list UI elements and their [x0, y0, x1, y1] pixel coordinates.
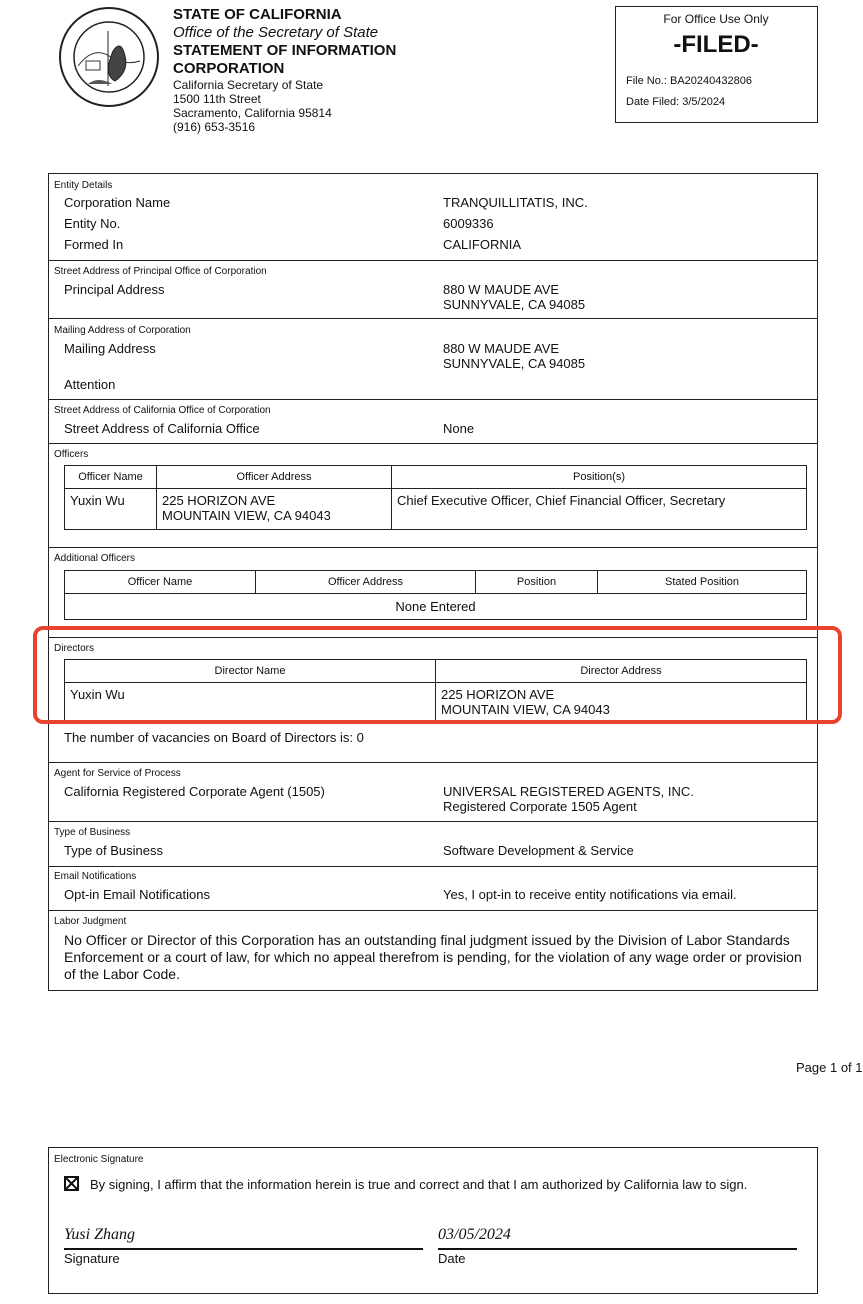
additional-header-name: Officer Name [64, 570, 256, 594]
page-number: Page 1 of 1 [796, 1060, 863, 1075]
corp-name: TRANQUILLITATIS, INC. [443, 195, 588, 210]
agent-name: UNIVERSAL REGISTERED AGENTS, INC. [443, 784, 694, 799]
section-directors: Directors [54, 643, 95, 654]
officers-header-name: Officer Name [64, 465, 157, 489]
section-principal: Street Address of Principal Office of Corporation [54, 266, 267, 277]
office-use-box [615, 6, 818, 123]
section-ca-office: Street Address of California Office of Corporation [54, 405, 271, 416]
officer-address [156, 488, 392, 530]
date-line [438, 1248, 797, 1250]
state-seal [58, 6, 160, 111]
section-agent: Agent for Service of Process [54, 768, 181, 779]
sos-address-line2: 1500 11th Street [173, 92, 261, 106]
director-address-line2: MOUNTAIN VIEW, CA 94043 [441, 702, 610, 717]
checked-box-icon [64, 1176, 79, 1191]
mailing-line2: SUNNYVALE, CA 94085 [443, 356, 586, 371]
section-email: Email Notifications [54, 871, 137, 882]
agent-type: Registered Corporate 1505 Agent [443, 799, 637, 814]
business-value: Software Development & Service [443, 843, 634, 858]
signature-line [64, 1248, 423, 1250]
director-vacancies: The number of vacancies on Board of Directors is: 0 [64, 730, 364, 745]
officer-address-line2: MOUNTAIN VIEW, CA 94043 [162, 508, 331, 523]
additional-header-stated: Stated Position [597, 570, 807, 594]
signature-date: 03/05/2024 [438, 1226, 511, 1243]
additional-header-position: Position [475, 570, 598, 594]
entity-no-label: Entity No. [64, 216, 121, 231]
sos-address-line1: California Secretary of State [173, 78, 324, 92]
document-title: STATEMENT OF INFORMATION [173, 42, 397, 59]
signature-label: Signature [64, 1251, 120, 1266]
officer-address-line1: 225 HORIZON AVE [162, 493, 276, 508]
mailing-line1: 880 W MAUDE AVE [443, 341, 560, 356]
affirm-text: By signing, I affirm that the information herein is true and correct and that I am authorized by California law to sign. [90, 1177, 748, 1192]
section-business: Type of Business [54, 827, 131, 838]
mailing-label: Mailing Address [64, 341, 156, 356]
officers-header-address: Officer Address [156, 465, 392, 489]
formed-in-label: Formed In [64, 237, 124, 252]
directors-highlight [33, 626, 842, 724]
email-value: Yes, I opt-in to receive entity notifications via email. [443, 887, 737, 902]
entity-no: 6009336 [443, 216, 494, 231]
section-additional-officers: Additional Officers [54, 553, 135, 564]
signature-box [48, 1147, 818, 1294]
state-name: STATE OF CALIFORNIA [173, 6, 342, 23]
ca-office-value: None [443, 421, 475, 436]
office-use-title: For Office Use Only [663, 12, 769, 26]
date-label: Date [438, 1251, 466, 1266]
sos-address-line3: Sacramento, California 95814 [173, 106, 332, 120]
office-name: Office of the Secretary of State [173, 24, 379, 41]
section-labor: Labor Judgment [54, 916, 127, 927]
officers-header-positions: Position(s) [391, 465, 807, 489]
email-label: Opt-in Email Notifications [64, 887, 210, 902]
directors-header-address: Director Address [435, 659, 807, 683]
ca-office-label: Street Address of California Office [64, 421, 260, 436]
file-number: File No.: BA20240432806 [626, 75, 752, 87]
additional-header-address: Officer Address [255, 570, 476, 594]
principal-line2: SUNNYVALE, CA 94085 [443, 297, 586, 312]
principal-label: Principal Address [64, 282, 165, 297]
additional-none-entered: None Entered [64, 593, 807, 620]
officer-name: Yuxin Wu [64, 488, 157, 530]
labor-text: No Officer or Director of this Corporation has an outstanding final judgment issued by the Division of Labor Standards Enforcement or a court of law, for which no appeal therefrom is pending, for the violation of any wage order or provision of the Labor Code. [64, 932, 802, 982]
filed-status: -FILED- [673, 31, 759, 58]
agent-label: California Registered Corporate Agent (1505) [64, 784, 325, 799]
attention-label: Attention [64, 377, 116, 392]
director-address-line1: 225 HORIZON AVE [441, 687, 555, 702]
section-officers: Officers [54, 449, 89, 460]
principal-line1: 880 W MAUDE AVE [443, 282, 560, 297]
business-label: Type of Business [64, 843, 163, 858]
directors-header-name: Director Name [64, 659, 436, 683]
section-signature: Electronic Signature [54, 1154, 144, 1165]
officer-positions: Chief Executive Officer, Chief Financial Officer, Secretary [391, 488, 807, 530]
date-filed: Date Filed: 3/5/2024 [626, 96, 726, 108]
section-mailing: Mailing Address of Corporation [54, 325, 191, 336]
signer-name: Yusi Zhang [64, 1226, 135, 1243]
sos-phone: (916) 653-3516 [173, 120, 256, 134]
corp-name-label: Corporation Name [64, 195, 171, 210]
document-subtitle: CORPORATION [173, 60, 285, 77]
director-name: Yuxin Wu [64, 682, 436, 721]
formed-in: CALIFORNIA [443, 237, 522, 252]
section-entity-details: Entity Details [54, 180, 113, 191]
